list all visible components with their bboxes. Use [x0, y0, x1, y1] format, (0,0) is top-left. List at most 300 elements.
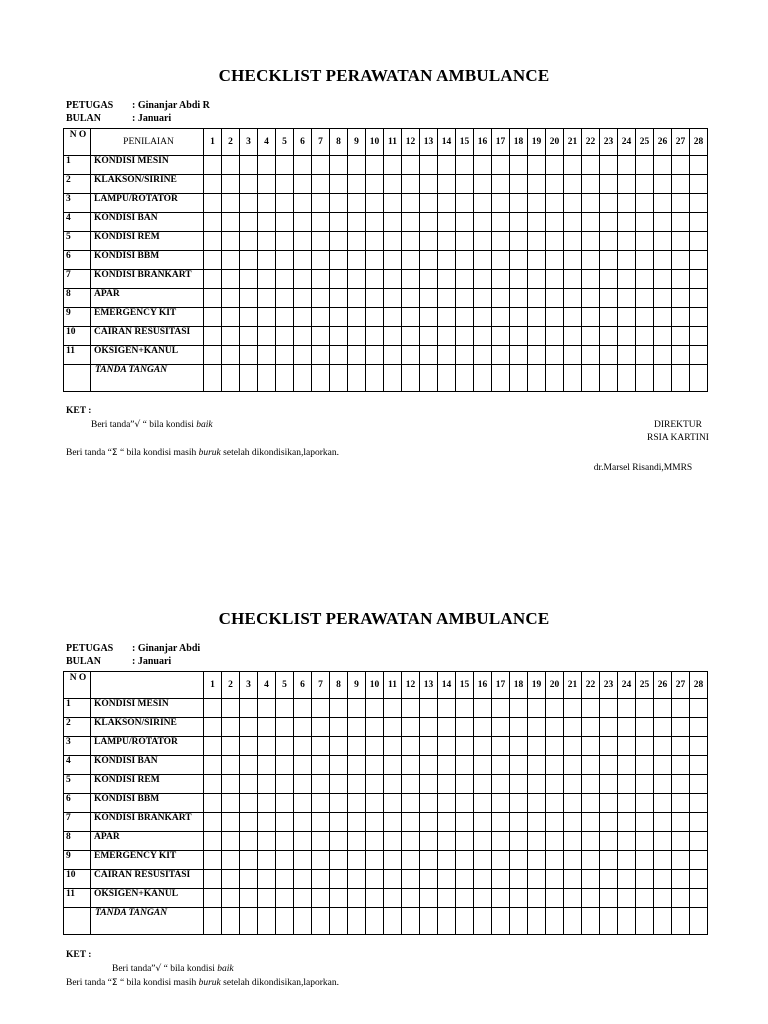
check-cell[interactable] — [312, 737, 330, 756]
check-cell[interactable] — [384, 737, 402, 756]
check-cell[interactable] — [366, 794, 384, 813]
check-cell[interactable] — [402, 213, 420, 232]
check-cell[interactable] — [564, 365, 582, 392]
check-cell[interactable] — [492, 851, 510, 870]
check-cell[interactable] — [474, 832, 492, 851]
check-cell[interactable] — [366, 756, 384, 775]
check-cell[interactable] — [456, 832, 474, 851]
check-cell[interactable] — [222, 308, 240, 327]
check-cell[interactable] — [672, 156, 690, 175]
check-cell[interactable] — [672, 775, 690, 794]
check-cell[interactable] — [330, 270, 348, 289]
check-cell[interactable] — [528, 813, 546, 832]
check-cell[interactable] — [384, 851, 402, 870]
check-cell[interactable] — [276, 756, 294, 775]
check-cell[interactable] — [582, 737, 600, 756]
check-cell[interactable] — [582, 832, 600, 851]
check-cell[interactable] — [258, 308, 276, 327]
check-cell[interactable] — [528, 756, 546, 775]
check-cell[interactable] — [276, 365, 294, 392]
check-cell[interactable] — [384, 832, 402, 851]
check-cell[interactable] — [582, 699, 600, 718]
check-cell[interactable] — [258, 346, 276, 365]
check-cell[interactable] — [366, 775, 384, 794]
check-cell[interactable] — [402, 289, 420, 308]
check-cell[interactable] — [204, 213, 222, 232]
check-cell[interactable] — [438, 232, 456, 251]
check-cell[interactable] — [456, 813, 474, 832]
check-cell[interactable] — [348, 270, 366, 289]
check-cell[interactable] — [510, 289, 528, 308]
check-cell[interactable] — [564, 270, 582, 289]
check-cell[interactable] — [348, 194, 366, 213]
check-cell[interactable] — [492, 832, 510, 851]
check-cell[interactable] — [384, 327, 402, 346]
check-cell[interactable] — [330, 251, 348, 270]
check-cell[interactable] — [636, 156, 654, 175]
check-cell[interactable] — [312, 175, 330, 194]
check-cell[interactable] — [276, 870, 294, 889]
check-cell[interactable] — [690, 289, 708, 308]
check-cell[interactable] — [438, 889, 456, 908]
check-cell[interactable] — [492, 289, 510, 308]
check-cell[interactable] — [222, 718, 240, 737]
check-cell[interactable] — [222, 870, 240, 889]
check-cell[interactable] — [258, 737, 276, 756]
check-cell[interactable] — [654, 270, 672, 289]
check-cell[interactable] — [546, 194, 564, 213]
check-cell[interactable] — [240, 699, 258, 718]
check-cell[interactable] — [438, 156, 456, 175]
check-cell[interactable] — [240, 175, 258, 194]
check-cell[interactable] — [636, 718, 654, 737]
check-cell[interactable] — [420, 775, 438, 794]
check-cell[interactable] — [690, 251, 708, 270]
check-cell[interactable] — [564, 851, 582, 870]
check-cell[interactable] — [420, 908, 438, 935]
check-cell[interactable] — [366, 908, 384, 935]
check-cell[interactable] — [330, 832, 348, 851]
check-cell[interactable] — [276, 232, 294, 251]
check-cell[interactable] — [294, 756, 312, 775]
check-cell[interactable] — [618, 832, 636, 851]
check-cell[interactable] — [600, 156, 618, 175]
check-cell[interactable] — [690, 794, 708, 813]
check-cell[interactable] — [348, 232, 366, 251]
check-cell[interactable] — [276, 270, 294, 289]
check-cell[interactable] — [510, 213, 528, 232]
check-cell[interactable] — [348, 699, 366, 718]
check-cell[interactable] — [240, 289, 258, 308]
check-cell[interactable] — [222, 156, 240, 175]
check-cell[interactable] — [474, 908, 492, 935]
check-cell[interactable] — [492, 194, 510, 213]
check-cell[interactable] — [654, 213, 672, 232]
check-cell[interactable] — [546, 718, 564, 737]
check-cell[interactable] — [204, 270, 222, 289]
check-cell[interactable] — [492, 756, 510, 775]
check-cell[interactable] — [204, 908, 222, 935]
check-cell[interactable] — [474, 365, 492, 392]
check-cell[interactable] — [420, 232, 438, 251]
check-cell[interactable] — [240, 308, 258, 327]
check-cell[interactable] — [456, 718, 474, 737]
check-cell[interactable] — [600, 889, 618, 908]
check-cell[interactable] — [330, 851, 348, 870]
check-cell[interactable] — [456, 737, 474, 756]
check-cell[interactable] — [492, 794, 510, 813]
check-cell[interactable] — [672, 213, 690, 232]
check-cell[interactable] — [618, 251, 636, 270]
check-cell[interactable] — [456, 308, 474, 327]
check-cell[interactable] — [654, 737, 672, 756]
check-cell[interactable] — [456, 213, 474, 232]
check-cell[interactable] — [420, 699, 438, 718]
check-cell[interactable] — [384, 718, 402, 737]
check-cell[interactable] — [528, 327, 546, 346]
check-cell[interactable] — [330, 232, 348, 251]
check-cell[interactable] — [312, 794, 330, 813]
check-cell[interactable] — [402, 908, 420, 935]
check-cell[interactable] — [564, 194, 582, 213]
check-cell[interactable] — [546, 737, 564, 756]
check-cell[interactable] — [654, 175, 672, 194]
check-cell[interactable] — [564, 889, 582, 908]
check-cell[interactable] — [690, 756, 708, 775]
check-cell[interactable] — [330, 813, 348, 832]
check-cell[interactable] — [276, 737, 294, 756]
check-cell[interactable] — [240, 251, 258, 270]
check-cell[interactable] — [672, 699, 690, 718]
check-cell[interactable] — [348, 718, 366, 737]
check-cell[interactable] — [510, 775, 528, 794]
check-cell[interactable] — [672, 194, 690, 213]
check-cell[interactable] — [204, 889, 222, 908]
check-cell[interactable] — [618, 365, 636, 392]
check-cell[interactable] — [582, 365, 600, 392]
check-cell[interactable] — [474, 756, 492, 775]
check-cell[interactable] — [690, 327, 708, 346]
check-cell[interactable] — [222, 232, 240, 251]
check-cell[interactable] — [582, 232, 600, 251]
check-cell[interactable] — [672, 908, 690, 935]
check-cell[interactable] — [348, 251, 366, 270]
check-cell[interactable] — [474, 346, 492, 365]
check-cell[interactable] — [564, 870, 582, 889]
check-cell[interactable] — [366, 813, 384, 832]
check-cell[interactable] — [258, 832, 276, 851]
check-cell[interactable] — [654, 308, 672, 327]
check-cell[interactable] — [582, 327, 600, 346]
check-cell[interactable] — [258, 213, 276, 232]
check-cell[interactable] — [672, 346, 690, 365]
check-cell[interactable] — [294, 270, 312, 289]
check-cell[interactable] — [456, 232, 474, 251]
check-cell[interactable] — [402, 156, 420, 175]
check-cell[interactable] — [294, 308, 312, 327]
check-cell[interactable] — [546, 232, 564, 251]
check-cell[interactable] — [402, 851, 420, 870]
check-cell[interactable] — [582, 908, 600, 935]
check-cell[interactable] — [672, 270, 690, 289]
check-cell[interactable] — [474, 813, 492, 832]
check-cell[interactable] — [600, 718, 618, 737]
check-cell[interactable] — [222, 813, 240, 832]
check-cell[interactable] — [240, 832, 258, 851]
check-cell[interactable] — [258, 794, 276, 813]
check-cell[interactable] — [456, 775, 474, 794]
check-cell[interactable] — [258, 270, 276, 289]
check-cell[interactable] — [294, 327, 312, 346]
check-cell[interactable] — [672, 737, 690, 756]
check-cell[interactable] — [330, 289, 348, 308]
check-cell[interactable] — [294, 175, 312, 194]
check-cell[interactable] — [240, 194, 258, 213]
check-cell[interactable] — [582, 718, 600, 737]
check-cell[interactable] — [582, 194, 600, 213]
check-cell[interactable] — [600, 699, 618, 718]
check-cell[interactable] — [546, 251, 564, 270]
check-cell[interactable] — [438, 251, 456, 270]
check-cell[interactable] — [510, 232, 528, 251]
check-cell[interactable] — [222, 908, 240, 935]
check-cell[interactable] — [672, 175, 690, 194]
check-cell[interactable] — [294, 889, 312, 908]
check-cell[interactable] — [366, 718, 384, 737]
check-cell[interactable] — [258, 365, 276, 392]
check-cell[interactable] — [582, 308, 600, 327]
check-cell[interactable] — [438, 327, 456, 346]
check-cell[interactable] — [276, 832, 294, 851]
check-cell[interactable] — [546, 908, 564, 935]
check-cell[interactable] — [528, 270, 546, 289]
check-cell[interactable] — [204, 699, 222, 718]
check-cell[interactable] — [384, 346, 402, 365]
check-cell[interactable] — [276, 908, 294, 935]
check-cell[interactable] — [420, 194, 438, 213]
check-cell[interactable] — [312, 775, 330, 794]
check-cell[interactable] — [510, 832, 528, 851]
check-cell[interactable] — [366, 232, 384, 251]
check-cell[interactable] — [600, 175, 618, 194]
check-cell[interactable] — [204, 832, 222, 851]
check-cell[interactable] — [672, 327, 690, 346]
check-cell[interactable] — [330, 794, 348, 813]
check-cell[interactable] — [528, 737, 546, 756]
check-cell[interactable] — [330, 775, 348, 794]
check-cell[interactable] — [618, 851, 636, 870]
check-cell[interactable] — [618, 775, 636, 794]
check-cell[interactable] — [690, 156, 708, 175]
check-cell[interactable] — [276, 308, 294, 327]
check-cell[interactable] — [240, 851, 258, 870]
check-cell[interactable] — [240, 737, 258, 756]
check-cell[interactable] — [582, 813, 600, 832]
check-cell[interactable] — [510, 156, 528, 175]
check-cell[interactable] — [474, 889, 492, 908]
check-cell[interactable] — [582, 213, 600, 232]
check-cell[interactable] — [258, 908, 276, 935]
check-cell[interactable] — [636, 775, 654, 794]
check-cell[interactable] — [618, 889, 636, 908]
check-cell[interactable] — [546, 327, 564, 346]
check-cell[interactable] — [528, 794, 546, 813]
check-cell[interactable] — [654, 289, 672, 308]
check-cell[interactable] — [312, 756, 330, 775]
check-cell[interactable] — [474, 232, 492, 251]
check-cell[interactable] — [600, 308, 618, 327]
check-cell[interactable] — [510, 756, 528, 775]
check-cell[interactable] — [636, 908, 654, 935]
check-cell[interactable] — [240, 156, 258, 175]
check-cell[interactable] — [438, 718, 456, 737]
check-cell[interactable] — [294, 775, 312, 794]
check-cell[interactable] — [546, 889, 564, 908]
check-cell[interactable] — [492, 308, 510, 327]
check-cell[interactable] — [474, 194, 492, 213]
check-cell[interactable] — [276, 813, 294, 832]
check-cell[interactable] — [690, 232, 708, 251]
check-cell[interactable] — [600, 813, 618, 832]
check-cell[interactable] — [294, 156, 312, 175]
check-cell[interactable] — [456, 699, 474, 718]
check-cell[interactable] — [546, 308, 564, 327]
check-cell[interactable] — [654, 775, 672, 794]
check-cell[interactable] — [258, 289, 276, 308]
check-cell[interactable] — [600, 737, 618, 756]
check-cell[interactable] — [582, 251, 600, 270]
check-cell[interactable] — [636, 308, 654, 327]
check-cell[interactable] — [222, 327, 240, 346]
check-cell[interactable] — [690, 737, 708, 756]
check-cell[interactable] — [420, 737, 438, 756]
check-cell[interactable] — [384, 156, 402, 175]
check-cell[interactable] — [204, 289, 222, 308]
check-cell[interactable] — [330, 327, 348, 346]
check-cell[interactable] — [312, 851, 330, 870]
check-cell[interactable] — [420, 870, 438, 889]
check-cell[interactable] — [690, 308, 708, 327]
check-cell[interactable] — [510, 327, 528, 346]
check-cell[interactable] — [384, 308, 402, 327]
check-cell[interactable] — [636, 756, 654, 775]
check-cell[interactable] — [672, 851, 690, 870]
check-cell[interactable] — [222, 194, 240, 213]
check-cell[interactable] — [438, 365, 456, 392]
check-cell[interactable] — [546, 699, 564, 718]
check-cell[interactable] — [204, 327, 222, 346]
check-cell[interactable] — [240, 794, 258, 813]
check-cell[interactable] — [690, 813, 708, 832]
check-cell[interactable] — [240, 327, 258, 346]
check-cell[interactable] — [654, 832, 672, 851]
check-cell[interactable] — [276, 213, 294, 232]
check-cell[interactable] — [348, 794, 366, 813]
check-cell[interactable] — [384, 908, 402, 935]
check-cell[interactable] — [564, 251, 582, 270]
check-cell[interactable] — [636, 851, 654, 870]
check-cell[interactable] — [492, 175, 510, 194]
check-cell[interactable] — [294, 213, 312, 232]
check-cell[interactable] — [690, 194, 708, 213]
check-cell[interactable] — [366, 870, 384, 889]
check-cell[interactable] — [258, 194, 276, 213]
check-cell[interactable] — [528, 232, 546, 251]
check-cell[interactable] — [258, 327, 276, 346]
check-cell[interactable] — [204, 346, 222, 365]
check-cell[interactable] — [384, 175, 402, 194]
check-cell[interactable] — [528, 156, 546, 175]
check-cell[interactable] — [582, 289, 600, 308]
check-cell[interactable] — [492, 870, 510, 889]
check-cell[interactable] — [222, 270, 240, 289]
check-cell[interactable] — [366, 889, 384, 908]
check-cell[interactable] — [240, 213, 258, 232]
check-cell[interactable] — [276, 851, 294, 870]
check-cell[interactable] — [276, 175, 294, 194]
check-cell[interactable] — [618, 270, 636, 289]
check-cell[interactable] — [258, 870, 276, 889]
check-cell[interactable] — [528, 251, 546, 270]
check-cell[interactable] — [492, 156, 510, 175]
check-cell[interactable] — [240, 718, 258, 737]
check-cell[interactable] — [438, 194, 456, 213]
check-cell[interactable] — [420, 889, 438, 908]
check-cell[interactable] — [474, 699, 492, 718]
check-cell[interactable] — [276, 346, 294, 365]
check-cell[interactable] — [420, 308, 438, 327]
check-cell[interactable] — [510, 851, 528, 870]
check-cell[interactable] — [672, 794, 690, 813]
check-cell[interactable] — [276, 289, 294, 308]
check-cell[interactable] — [330, 870, 348, 889]
check-cell[interactable] — [240, 908, 258, 935]
check-cell[interactable] — [420, 718, 438, 737]
check-cell[interactable] — [384, 213, 402, 232]
check-cell[interactable] — [546, 851, 564, 870]
check-cell[interactable] — [222, 756, 240, 775]
check-cell[interactable] — [690, 908, 708, 935]
check-cell[interactable] — [384, 775, 402, 794]
check-cell[interactable] — [294, 813, 312, 832]
check-cell[interactable] — [348, 889, 366, 908]
check-cell[interactable] — [240, 756, 258, 775]
check-cell[interactable] — [384, 251, 402, 270]
check-cell[interactable] — [474, 270, 492, 289]
check-cell[interactable] — [420, 365, 438, 392]
check-cell[interactable] — [546, 270, 564, 289]
check-cell[interactable] — [438, 851, 456, 870]
check-cell[interactable] — [420, 251, 438, 270]
check-cell[interactable] — [456, 756, 474, 775]
check-cell[interactable] — [312, 308, 330, 327]
check-cell[interactable] — [672, 756, 690, 775]
check-cell[interactable] — [582, 851, 600, 870]
check-cell[interactable] — [636, 737, 654, 756]
check-cell[interactable] — [204, 737, 222, 756]
check-cell[interactable] — [618, 756, 636, 775]
check-cell[interactable] — [618, 289, 636, 308]
check-cell[interactable] — [672, 870, 690, 889]
check-cell[interactable] — [564, 327, 582, 346]
check-cell[interactable] — [276, 251, 294, 270]
check-cell[interactable] — [276, 194, 294, 213]
check-cell[interactable] — [654, 794, 672, 813]
check-cell[interactable] — [528, 889, 546, 908]
check-cell[interactable] — [294, 851, 312, 870]
check-cell[interactable] — [312, 870, 330, 889]
check-cell[interactable] — [294, 794, 312, 813]
